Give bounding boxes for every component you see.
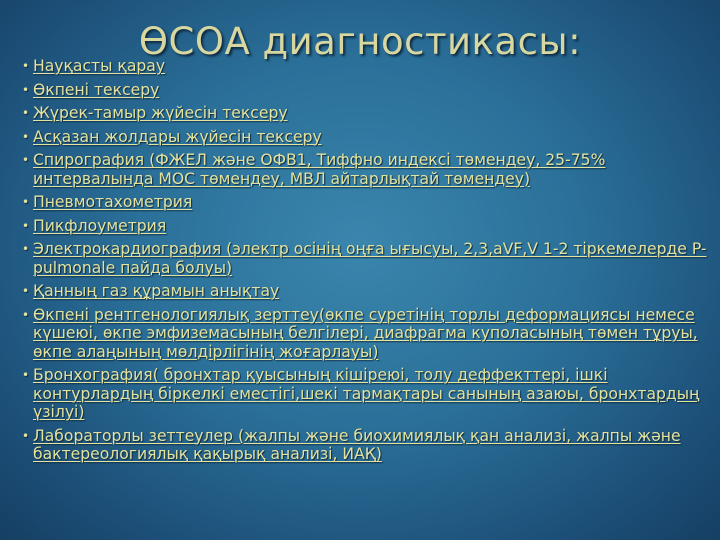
bullet-item xyxy=(22,282,712,301)
bullet-item xyxy=(22,240,712,277)
bullet-item xyxy=(22,217,712,236)
bullet-list xyxy=(22,57,712,469)
bullet-marker: • xyxy=(22,106,30,120)
slide-title: ӨСОА диагностикасы: xyxy=(138,20,582,63)
bullet-marker: • xyxy=(22,428,30,443)
bullet-text: Өкпені рентгенологиялық зерттеу(өкпе суретінің торлы деформациясы немесе күшеюі, өкпе эмфиземасының белгілері, диафрагма куполасының төмен тұруы, өкпе алаңының мөлдірлігінің жоғарлауы) xyxy=(33,305,698,361)
bullet-item xyxy=(22,151,712,188)
bullet-item xyxy=(22,193,712,212)
bullet-marker: • xyxy=(22,307,30,322)
bullet-item xyxy=(22,306,712,362)
bullet-marker: • xyxy=(22,82,30,97)
bullet-text: Электрокардиография (электр осінің оңға ығысуы, 2,3,aVF,V 1-2 тіркемелерде P-pulmonale пайда болуы) xyxy=(33,240,707,277)
bullet-item xyxy=(22,427,712,464)
bullet-marker: • xyxy=(22,218,30,233)
bullet-text: Бронхография( бронхтар қуысының кішіреюі, толу деффекттері, ішкі контурлардың біркелкі еместігі,шекі тармақтары санының азаюы, бронхтардың үзілуі) xyxy=(33,366,700,421)
bullet-item xyxy=(22,366,712,422)
bullet-item xyxy=(22,104,712,123)
bullet-text: Спирография (ФЖЕЛ және ОФВ1, Тиффно индексі төмендеу, 25-75% интервалында МОС төмендеу, МВЛ айтарлықтай төмендеу) xyxy=(33,151,606,188)
bullet-item xyxy=(22,128,712,147)
bullet-text: Пикфлоуметрия xyxy=(33,216,167,235)
bullet-marker: • xyxy=(22,368,30,382)
bullet-text: Өкпені тексеру xyxy=(33,80,160,99)
bullet-item xyxy=(22,81,712,100)
bullet-marker: • xyxy=(22,153,30,167)
bullet-item xyxy=(22,57,712,76)
bullet-text: Қанның газ құрамын анықтау xyxy=(33,282,280,300)
bullet-marker: • xyxy=(22,129,30,144)
bullet-text: Науқасты қарау xyxy=(33,57,166,75)
bullet-marker: • xyxy=(22,242,30,256)
bullet-marker: • xyxy=(22,59,30,73)
bullet-marker: • xyxy=(22,195,30,209)
bullet-text: Асқазан жолдары жүйесін тексеру xyxy=(33,127,322,146)
bullet-text: Лабораторлы зеттеулер (жалпы және биохимиялық қан анализі, жалпы және бактереологиялық қақырық анализі, ИАҚ) xyxy=(33,426,681,463)
bullet-marker: • xyxy=(22,284,30,298)
bullet-text: Жүрек-тамыр жүйесін тексеру xyxy=(33,104,288,122)
bullet-text: Пневмотахометрия xyxy=(33,193,193,211)
